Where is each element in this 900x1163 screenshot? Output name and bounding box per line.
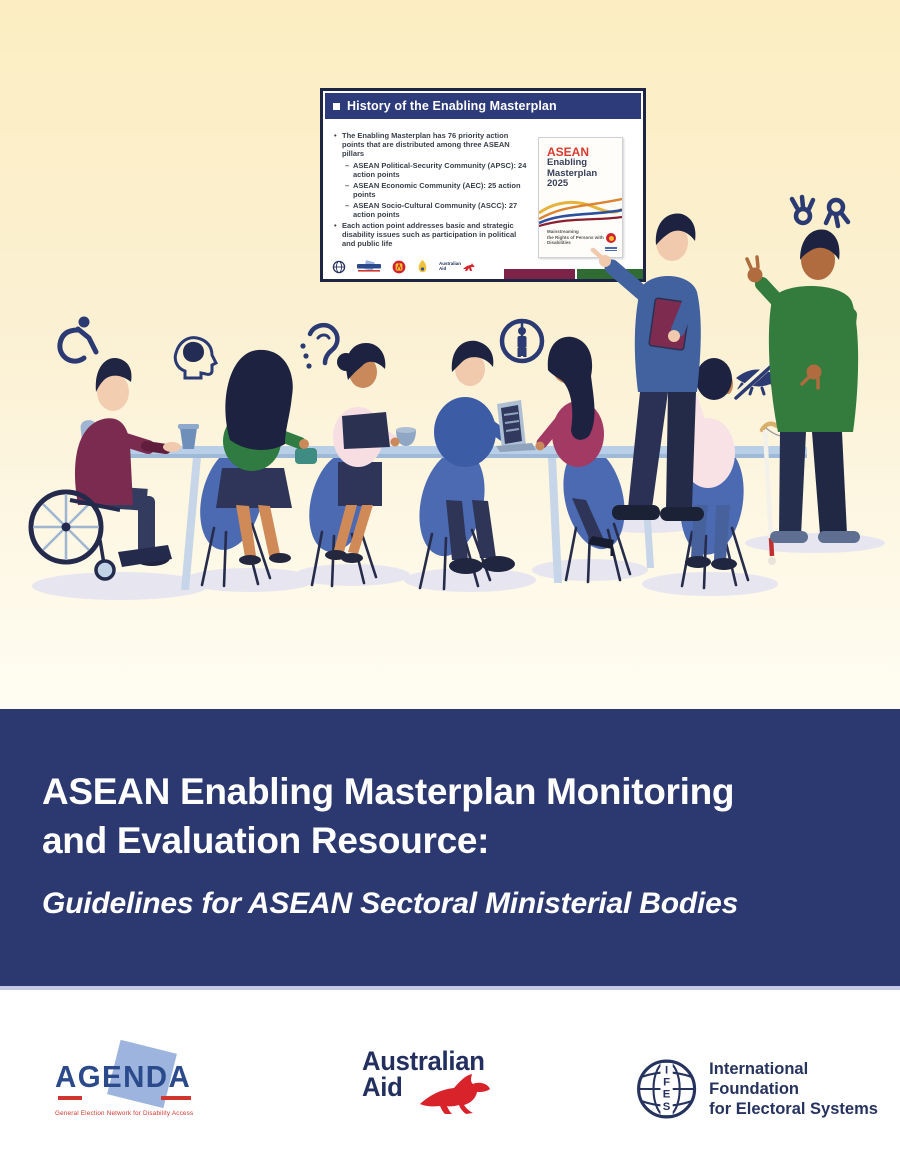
australian-aid-mini-logo: Australian Aid: [439, 262, 475, 271]
slide-bullet: • The Enabling Masterplan has 76 priority action points that are distributed among three ASEAN pillars: [334, 131, 510, 158]
slide-sub-bullet: – ASEAN Socio-Cultural Community (ASCC): 27 action points: [345, 201, 518, 219]
australian-aid-logo: Australian Aid: [362, 1048, 562, 1100]
book-brand: ASEAN: [547, 145, 590, 159]
agenda-tagline: General Election Network for Disability Access: [55, 1110, 194, 1117]
slide-sub-bullet: – ASEAN Political-Security Community (APSC): 24 action points: [345, 161, 527, 179]
agenda-logo: [55, 1052, 270, 1117]
accessibility-icon: [60, 317, 96, 362]
agenda-red-dash: [161, 1096, 191, 1100]
person-wheelchair-user: [31, 358, 181, 579]
person-sign-language: [747, 230, 860, 543]
slide-title: History of the Enabling Masterplan: [347, 99, 557, 113]
slide-bullet: • Each action point addresses basic and strategic disability issues such as participation in political and public life: [334, 221, 517, 248]
sign-language-icon: [792, 197, 848, 226]
svg-text:F: F: [663, 1076, 671, 1089]
ifes-globe-icon: [636, 1058, 697, 1120]
cognitive-icon: [175, 338, 216, 378]
laptop: [342, 412, 390, 449]
book-caption: Mainstreaming the Rights of Persons with Disabilities: [547, 229, 604, 245]
title-band: [0, 709, 900, 990]
hearing-icon: [300, 325, 337, 368]
basket: [295, 448, 317, 464]
svg-text:I: I: [665, 1064, 669, 1077]
svg-text:S: S: [662, 1100, 671, 1113]
slide-sub-bullet: – ASEAN Economic Community (AEC): 25 action points: [345, 181, 521, 199]
ifes-text: International Foundation for Electoral Systems: [709, 1060, 878, 1118]
masterplan-book-cover: ASEAN Enabling Masterplan 2025 Mainstreaming the Rights of Persons with Disabilities: [538, 137, 623, 258]
agenda-red-dash: [58, 1096, 82, 1100]
kangaroo-icon: [416, 1074, 522, 1114]
agenda-wordmark: AGENDA: [55, 1059, 192, 1094]
cover-subtitle: Guidelines for ASEAN Sectoral Ministerial Bodies: [42, 887, 739, 920]
ifes-logo: [636, 1058, 900, 1120]
cover-title-line1: ASEAN Enabling Masterplan Monitoring: [42, 771, 735, 812]
cover-title-line2: and Evaluation Resource:: [42, 820, 490, 861]
mobility-icon: [502, 321, 542, 361]
coffee-cup: [178, 424, 199, 449]
footer-logos: [0, 990, 900, 1163]
laptop: [496, 400, 536, 452]
svg-text:E: E: [662, 1088, 671, 1101]
